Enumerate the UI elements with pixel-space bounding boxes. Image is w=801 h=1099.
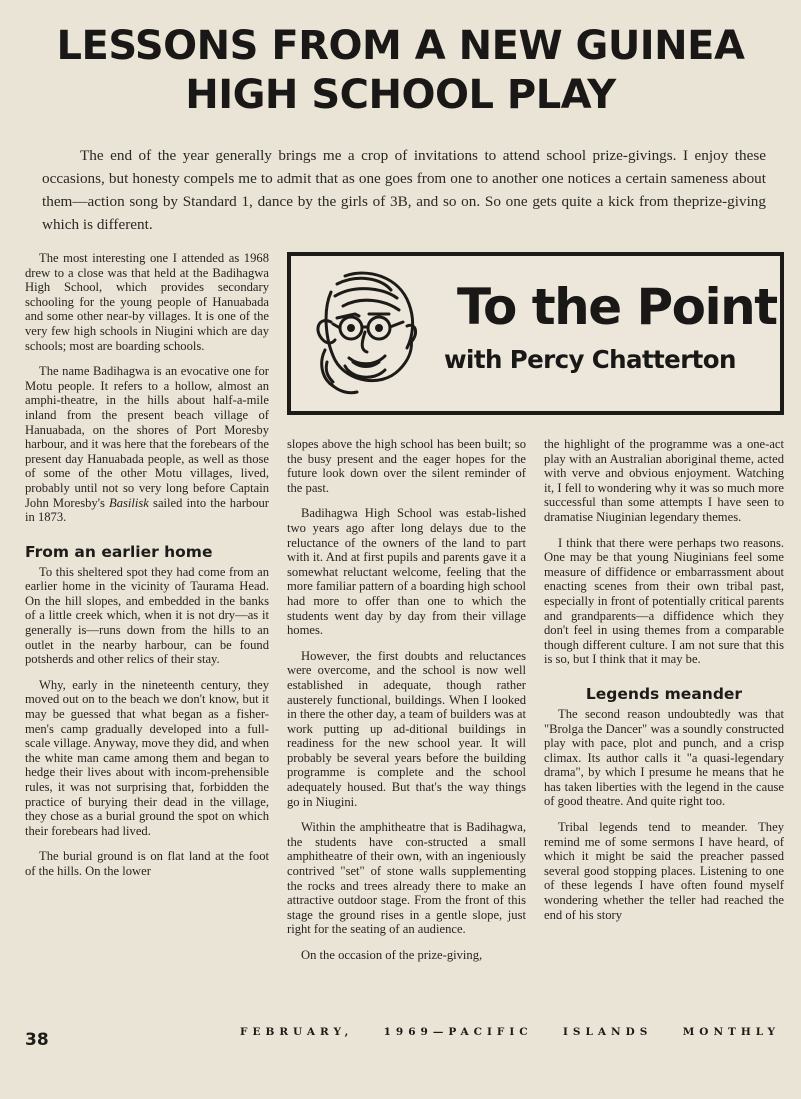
paragraph: Tribal legends tend to meander. They remind me of some sermons I have heard, of which it might be said the preacher passed several good stopping places. Listening to one of these legends I have often found myself wondering whether the teller had reached the end of his story [544,820,784,922]
page-number: 38 [25,1030,49,1050]
column-banner [287,252,784,415]
paragraph: Why, early in the nineteenth century, they moved out on to the beach we don't know, but it may be guessed that what began as a fisher-men's camp gradually developed into a full-scale village. Anyway, move they did, and when the white man came among them and began to hedge their lives about with incom-prehensible rules, it was not surprising that, forbidden the practice of burying their dead in the village, they chose as a burial ground the spot on which their forebears had lived. [25,677,269,838]
paragraph: On the occasion of the prize-giving, [301,948,483,962]
paragraph-text: sailed into the harbour in 1873. [25,495,269,525]
article-intro: The end of the year generally brings me a crop of invitations to attend school prize-givings. I enjoy these occasions, but honesty compels me to admit that as one goes from one to another one notices a certain sameness about them—action song by Standard 1, dance by the girls of 3B, and so on. So one gets quite a kick from theprize-giving which is different. [42,147,766,233]
paragraph: To this sheltered spot they had come from an earlier home in the vicinity of Taurama Head. On the hill slopes, and embedded in the banks of a little creek which, when it is not dry—as it generally is—runs down from the hills to an outlet in the nearby harbour, can be found potsherds and other relics of their stay. [25,564,269,667]
paragraph: The most interesting one I attended as 1968 drew to a close was that held at the Badihagwa High School, which provides secondary schooling for the young people of Hanuabada and some other near-by villages. It is one of the very few high schools in Niugini which are day schools; most are boarding schools. [25,251,269,353]
text-column-1 [25,251,269,890]
paragraph: Within the amphitheatre that is Badihagwa, the students have con-structed a small amphitheatre of their own, with an ingeniously contrived "set" of stone walls supplementing the rocks and trees already there to make an attractive outdoor stage. From the front of this stage the ground rises in a gentle slope, just right for the seating of an audience. [287,820,526,937]
text-column-3 [544,437,784,933]
paragraph: I think that there were perhaps two reasons. One may be that young Niuginians feel some measure of diffidence or embarrassment about enacting scenes from their own tribal past, especially in front of potentially critical parents and grandparents—a diffidence which they don't feel in using themes from a comparable though different culture. I am not sure that this is so, but I think that it may be. [544,535,784,667]
subheading-earlier-home: From an earlier home [25,542,213,561]
paragraph: slopes above the high school has been built; so the busy present and the eager hopes for the future look down over the silent reminder of the past. [287,437,526,495]
ship-name: Basilisk [109,495,149,510]
subheading-legends-meander: Legends meander [585,684,743,703]
paragraph: The burial ground is on flat land at the foot of the hills. On the lower [25,849,269,878]
article-headline [20,22,781,120]
footer-year-pacific: 1969—PACIFIC [383,1026,533,1038]
headline-line-1: LESSONS FROM A NEW GUINEA [56,23,745,69]
running-footer [240,1026,780,1038]
column-title: To the Point [457,278,777,336]
caricature-portrait-icon [305,266,421,396]
paragraph: Badihagwa High School was estab-lished two years ago after long delays due to the reluctance of the owners of the land to part with it. And at first pupils and parents gave it a somewhat reluctant welcome, feeling that the more familiar pattern of a boarding high school had more to offer than one to which the students went day by day from their village homes. [287,506,526,638]
footer-monthly: MONTHLY [682,1026,780,1038]
paragraph: However, the first doubts and reluctances were overcome, and the school is now well established in adequate, though rather austerely functional, buildings. When I looked in there the other day, a team of builders was at work putting up ad-ditional buildings in readiness for the new school year. It will probably be several years before the building programme is complete and the school adequately housed. But that's the way things go in Niugini. [287,648,526,809]
text-column-2 [287,437,526,974]
paragraph [25,364,269,525]
column-byline: with Percy Chatterton [444,345,736,374]
paragraph: The second reason undoubtedly was that "Brolga the Dancer" was a soundly constructed play with pace, plot and punch, and a crisp climax. Its author calls it "a quasi-legendary drama", by which I presume he means that he has taken liberties with the legend in the cause of good theatre. And quite right too. [544,706,784,809]
footer-month: FEBRUARY, [240,1026,354,1038]
paragraph: the highlight of the programme was a one-act play with an Australian aboriginal theme, acted with verve and obvious enjoyment. Watching it, I fell to wondering why it was so much more successful than some attempts I have seen to dramatise Niuginian legendary themes. [544,437,784,524]
paragraph-text: The name Badihagwa is an evocative one for Motu people. It refers to a hollow, almost an amphi-theatre, in the hills about half-a-mile inland from the present beach village of Hanuabada, on the shores of Port Moresby harbour, and it was here that the forebears of the present day Hanuabada people, as well as those of some of the other Motu villages, lived, probably until not so very long before Captain John Moresby's [25,364,269,510]
footer-islands: ISLANDS [563,1026,653,1038]
headline-line-2: HIGH SCHOOL PLAY [185,72,616,118]
